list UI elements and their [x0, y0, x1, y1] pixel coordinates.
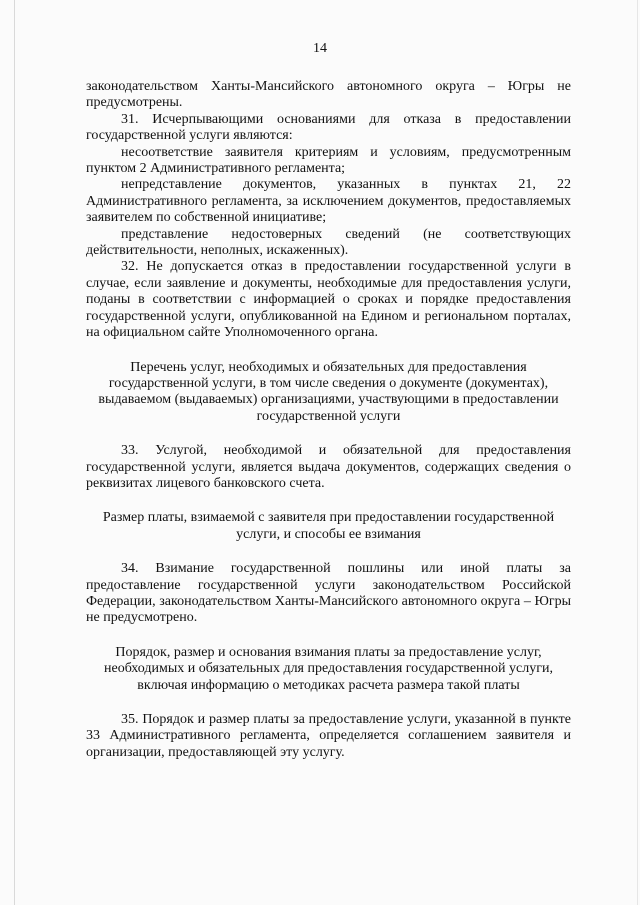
section-heading-fee: Размер платы, взимаемой с заявителя при предоставлении государственной услуги, и способы ее взимания — [102, 510, 555, 542]
section-heading-fee-procedure: Порядок, размер и основания взимания платы за предоставление услуг, необходимых и обязательных для предоставления государственной услуги, включая информацию о методиках расчета размера такой платы — [104, 644, 553, 693]
section-heading-services-list: Перечень услуг, необходимых и обязательных для предоставления государственной услуги, в том числе сведения о документе (документах), выдаваемом (выдаваемых) организациями, участвующими в предоставлении государственной услуги — [98, 359, 559, 424]
spacer — [86, 627, 571, 645]
paragraph-31: 31. Исчерпывающими основаниями для отказа в предоставлении государственной услуги являются: — [86, 111, 571, 144]
paragraph-35: 35. Порядок и размер платы за предоставление услуги, указанной в пункте 33 Административного регламента, определяется соглашением заявителя и организации, предоставляющей эту услугу. — [86, 712, 571, 760]
spacer — [86, 425, 571, 443]
spacer — [86, 342, 571, 360]
spacer — [86, 694, 571, 712]
paragraph-33: 33. Услугой, необходимой и обязательной для предоставления государственной услуги, является выдача документов, содержащих сведения о реквизитах лицевого банковского счета. — [86, 443, 571, 491]
paragraph-intro: законодательством Ханты-Мансийского автономного округа – Югры не предусмотрены. — [86, 79, 571, 111]
paragraph-31-item-a: несоответствие заявителя критериям и условиям, предусмотренным пунктом 2 Административного регламента; — [86, 144, 571, 177]
page-number: 14 — [313, 41, 327, 56]
scan-edge-right — [637, 0, 638, 905]
document-body — [86, 79, 571, 761]
scan-edge-left — [14, 0, 15, 905]
spacer — [86, 492, 571, 510]
spacer — [86, 543, 571, 561]
paragraph-31-item-b: непредставление документов, указанных в пунктах 21, 22 Административного регламента, за исключением документов, предоставляемых заявителем по собственной инициативе; — [86, 177, 571, 226]
paragraph-31-item-c: представление недостоверных сведений (не соответствующих действительности, неполных, искаженных). — [86, 226, 571, 259]
paragraph-34: 34. Взимание государственной пошлины или иной платы за предоставление государственной услуги законодательством Российской Федерации, законодательством Ханты-Мансийского автономного округа – Югры не предусмотрено. — [86, 561, 571, 626]
paragraph-32: 32. Не допускается отказ в предоставлении государственной услуги в случае, если заявление и документы, необходимые для предоставления услуги, поданы в соответствии с информацией о сроках и порядке предоставления государственной услуги, опубликованной на Едином и региональном порталах, на официальном сайте Уполномоченного органа. — [86, 259, 571, 341]
